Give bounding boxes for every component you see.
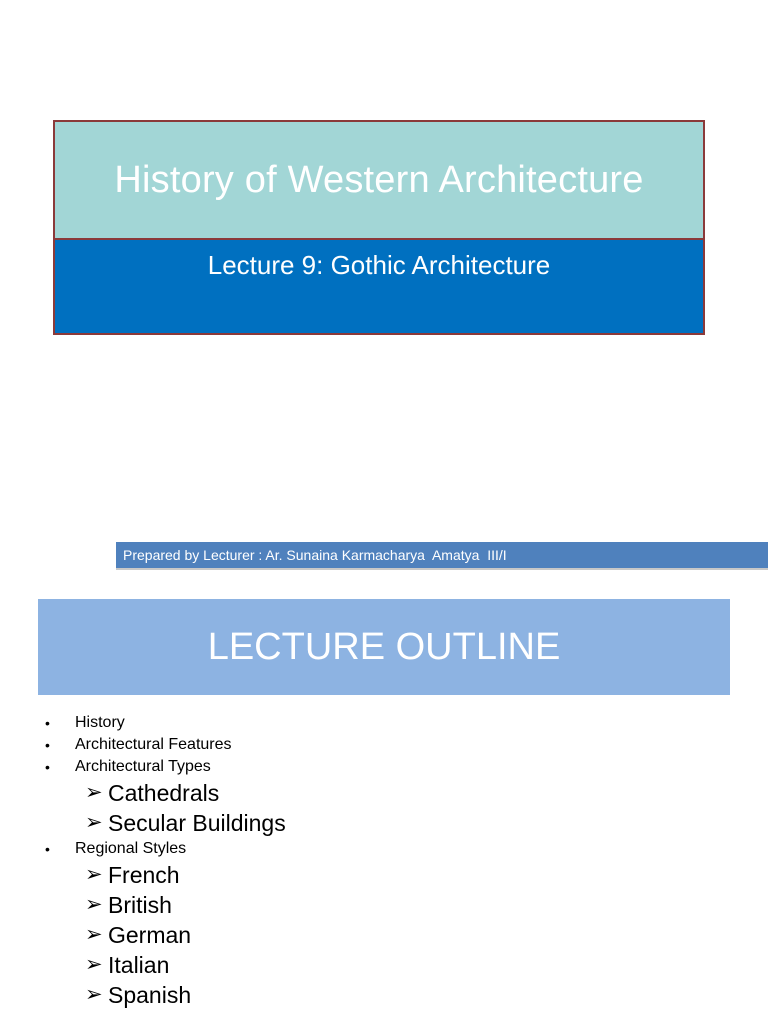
outline-subitem-label: Cathedrals bbox=[108, 780, 220, 806]
outline-item-label: Regional Styles bbox=[75, 840, 187, 857]
slide-title: History of Western Architecture bbox=[114, 158, 644, 201]
prepared-by-bar bbox=[116, 542, 768, 570]
outline-subitem bbox=[0, 950, 768, 980]
outline-item bbox=[0, 734, 768, 756]
outline-subitem-label: French bbox=[108, 862, 180, 888]
outline-subitem bbox=[0, 920, 768, 950]
outline-subitem-label: British bbox=[108, 892, 172, 918]
arrow-bullet-icon: ➢ bbox=[85, 893, 103, 916]
bullet-icon: • bbox=[45, 841, 50, 857]
title-band bbox=[55, 122, 703, 240]
title-box bbox=[53, 120, 705, 335]
bullet-icon: • bbox=[45, 759, 50, 775]
arrow-bullet-icon: ➢ bbox=[85, 863, 103, 886]
outline-subitem bbox=[0, 778, 768, 808]
arrow-bullet-icon: ➢ bbox=[85, 983, 103, 1006]
outline-banner bbox=[38, 599, 730, 695]
arrow-bullet-icon: ➢ bbox=[85, 953, 103, 976]
outline-subitem-label: German bbox=[108, 922, 192, 948]
outline-item bbox=[0, 756, 768, 778]
outline-subitem-label: Italian bbox=[108, 952, 170, 978]
outline-subitem bbox=[0, 980, 768, 1010]
arrow-bullet-icon: ➢ bbox=[85, 923, 103, 946]
outline-subitem-label: Secular Buildings bbox=[108, 810, 286, 836]
outline-item-label: Architectural Types bbox=[75, 758, 211, 775]
outline-item-label: Architectural Features bbox=[75, 736, 232, 753]
prepared-by-text: Prepared by Lecturer : Ar. Sunaina Karmacharya Amatya III/I bbox=[123, 547, 507, 563]
outline-list bbox=[0, 712, 768, 1010]
outline-item bbox=[0, 838, 768, 860]
outline-item-label: History bbox=[75, 714, 125, 731]
subtitle-band bbox=[55, 240, 703, 333]
bullet-icon: • bbox=[45, 715, 50, 731]
outline-item bbox=[0, 712, 768, 734]
outline-subitem bbox=[0, 860, 768, 890]
outline-subitem bbox=[0, 890, 768, 920]
outline-heading: LECTURE OUTLINE bbox=[207, 625, 561, 668]
slide-subtitle: Lecture 9: Gothic Architecture bbox=[207, 250, 551, 280]
arrow-bullet-icon: ➢ bbox=[85, 781, 103, 804]
outline-subitem bbox=[0, 808, 768, 838]
bullet-icon: • bbox=[45, 737, 50, 753]
arrow-bullet-icon: ➢ bbox=[85, 811, 103, 834]
outline-subitem-label: Spanish bbox=[108, 982, 192, 1008]
